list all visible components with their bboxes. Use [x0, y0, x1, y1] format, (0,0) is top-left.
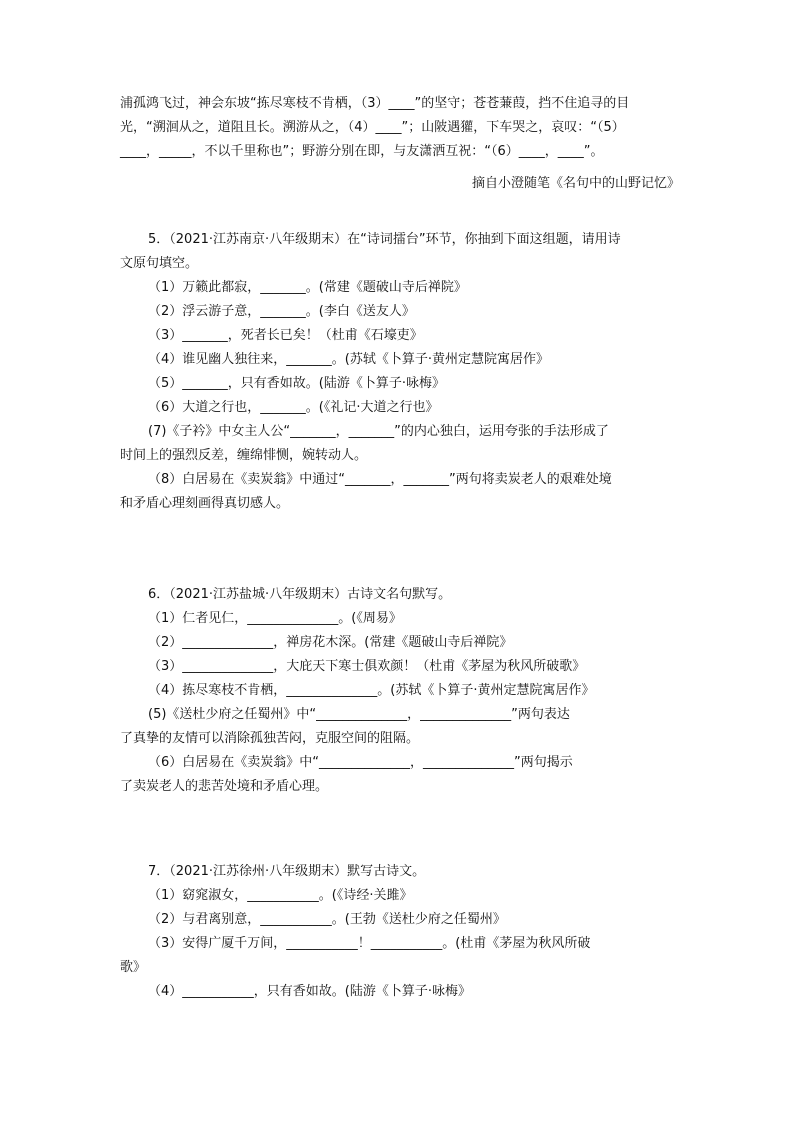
blank-item: （8）白居易在《卖炭翁》中通过“_______，_______”两句将卖炭老人的艰难处境 [148, 472, 612, 487]
question-heading: 5．（2021·江苏南京·八年级期末）在“诗词擂台”环节，你抽到下面这组题，请用诗 [148, 232, 621, 247]
blank-item: （3）_______，死者长已矣！（杜甫《石壕吏》 [148, 328, 423, 343]
source-attribution: 摘自小澄随笔《名句中的山野记忆》 [471, 176, 680, 191]
blank-item: （1）仁者见仁，______________。(《周易》 [148, 611, 402, 626]
blank-item: （2）______________，禅房花木深。(常建《题破山寺后禅院》 [148, 635, 513, 650]
text-line: 歌》 [120, 960, 147, 975]
question-7 [120, 860, 680, 1004]
blank-item: （4）拣尽寒枝不肯栖，______________。(苏轼《卜算子·黄州定慧院寓居作》 [148, 683, 595, 698]
blank-item: （1）万籁此都寂，_______。(常建《题破山寺后禅院》 [148, 280, 467, 295]
text-line: ____，_____，不以千里称也”；野游分别在即，与友潇洒互祝：“（6）____，____”。 [120, 144, 604, 159]
blank-item: (7)《子衿》中女主人公“_______，_______”的内心独白，运用夸张的手法形成了 [148, 424, 609, 439]
text-line: 和矛盾心理刻画得真切感人。 [120, 496, 290, 511]
blank-item: （4）___________，只有香如故。(陆游《卜算子·咏梅》 [148, 984, 471, 999]
question-heading: 7．（2021·江苏徐州·八年级期末）默写古诗文。 [148, 864, 426, 879]
text-line: 浦孤鸿飞过，神会东坡“拣尽寒枝不肯栖，（3）____”的坚守；苍苍蒹葭，挡不住追寻的目 [120, 96, 630, 111]
text-line: 了卖炭老人的悲苦处境和矛盾心理。 [120, 779, 329, 794]
text-line: 时间上的强烈反差，缠绵悱恻，婉转动人。 [120, 448, 368, 463]
blank-item: （5）_______，只有香如故。(陆游《卜算子·咏梅》 [148, 376, 445, 391]
blank-item: （4）谁见幽人独往来，_______。(苏轼《卜算子·黄州定慧院寓居作》 [148, 352, 549, 367]
blank-item: （3）安得广厦千万间，___________！___________。(杜甫《茅屋为秋风所破 [148, 936, 591, 951]
blank-item: （2）与君离别意，___________。(王勃《送杜少府之任蜀州》 [148, 912, 506, 927]
text-line: 文原句填空。 [120, 256, 199, 271]
intro-passage [120, 92, 680, 196]
blank-item: (5)《送杜少府之任蜀州》中“______________，______________”两句表达 [148, 707, 570, 722]
text-line: 光，“溯洄从之，道阻且长。溯游从之，（4）____”；山陂遇獾，下车哭之，哀叹：“（5） [120, 120, 625, 135]
question-heading: 6．（2021·江苏盐城·八年级期末）古诗文名句默写。 [148, 587, 452, 602]
blank-item: （6）大道之行也，_______。(《礼记·大道之行也》 [148, 400, 439, 415]
text-line: 了真挚的友情可以消除孤独苦闷，克服空间的阻隔。 [120, 731, 420, 746]
question-5 [120, 228, 680, 516]
blank-item: （1）窈窕淑女，___________。(《诗经·关雎》 [148, 888, 413, 903]
question-6 [120, 583, 680, 799]
blank-item: （6）白居易在《卖炭翁》中“______________，______________”两句揭示 [148, 755, 573, 770]
blank-item: （3）______________，大庇天下寒士俱欢颜！（杜甫《茅屋为秋风所破歌》 [148, 659, 586, 674]
blank-item: （2）浮云游子意，_______。(李白《送友人》 [148, 304, 415, 319]
